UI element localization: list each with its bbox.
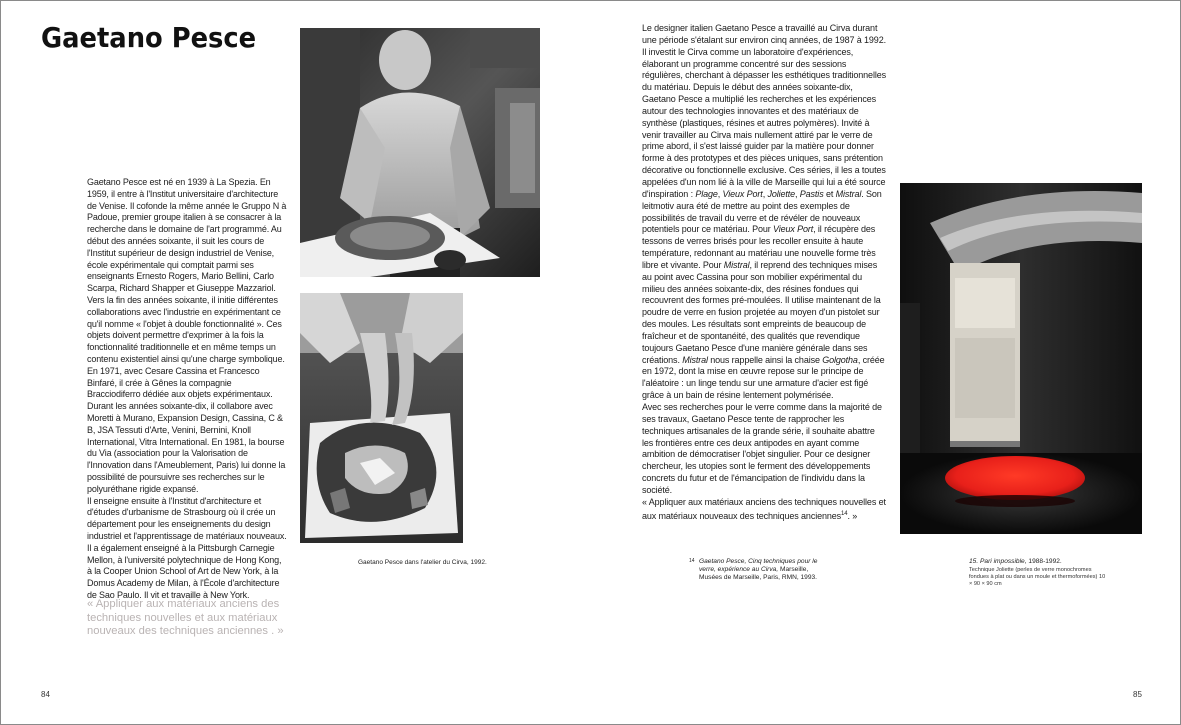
page-title: Gaetano Pesce (41, 21, 257, 54)
bio-paragraph-2: Vers la fin des années soixante, il initie différentes collaborations avec l'industrie en expérimentant ce qu'il nomme « l'objet à double fonctionnalité ». Ces objets doivent permettre d'exprimer à la fois la fonctionnalité traditionnelle et en même temps un contenu existentiel ainsi qu'une charge symbolique. En 1971, avec Cesare Cassina et Francesco Binfaré, il crée à Gênes la compagnie Bracciodiferro dédiée aux objets expérimentaux. Durant les années soixante-dix, il collabore avec Moretti à Murano, Expansion Design, Cassina, C & B, JSA Tessuti d'Arte, Venini, Bernini, Knoll International, Vitra International. En 1981, la bourse du Via (association pour la Valorisation de l'Innovation dans l'Ameublement, Paris) lui donne la possibilité de poursuivre ses recherches sur le polyuréthane rigide expansé. (87, 294, 286, 494)
page-number-left: 84 (41, 690, 50, 699)
essay-paragraph-3: « Appliquer aux matériaux anciens des techniques nouvelles et aux matériaux nouveaux des techniques anciennes$^{14}$. » (642, 496, 886, 521)
footnote-14 (689, 558, 829, 583)
essay-paragraph-2: Avec ses recherches pour le verre comme dans la majorité de ses travaux, Gaetano Pesce tente de rapprocher les techniques artisanales de la grande série, il souhaite abattre les frontières entre ces deux antipodes en ayant comme ambition de démocratiser l'objet singulier. Pour ce designer chercheur, les utopies sont le ferment des développements concrets du futur et de l'émancipation de l'individu dans la société. (642, 402, 882, 495)
artwork-caption (969, 558, 1109, 588)
essay-paragraph-1: Le designer italien Gaetano Pesce a travaillé au Cirva durant une période s'étalant sur environ cinq années, de 1987 à 1992. Il investit le Cirva comme un laboratoire d'expériences, élaborant un programme concentré sur des sessions régulières, cherchant à dépasser les esthétiques traditionnelles du matériau. Depuis le début des années soixante-dix, Gaetano Pesce a multiplié les recherches et les expériences autour des technologies innovantes et des matériaux de synthèse (plastiques, résines et autres polymères). Invité à venir travailler au Cirva mais nullement attiré par le verre de prime abord, il s'est laissé guider par la matière pour donner forme à des prototypes et des pièces uniques, sans prétention décorative ou fonctionnelle exclusive. Ces séries, il les a toutes appelées d'un nom lié à la ville de Marseille qui lui a été source d'inspiration : Plage, Vieux Port, Joliette, Pastis et Mistral. Son leitmotiv aura été de mettre au point des exemples de possibilités de travail du verre et de révéler de nouveaux potentiels pour ce matériau. Pour Vieux Port, il récupère des tessons de verres brisés pour les recoller ensuite à haute température, redonnant au matériau une nouvelle forme très libre et vivante. Pour Mistral, il reprend des techniques mises au point avec Cassina pour son mobilier expérimental du milieu des années soixante-dix, des résines fondues qui recouvrent des formes pré-moulées. Il utilise maintenant de la poudre de verre en fusion projetée au moyen d'un pistolet sur des moules. Les résultats sont empreints de beaucoup de fraîcheur et de spontanéité, des qualités que revendique toujours Gaetano Pesce d'une manière générale dans ses créations. Mistral nous rappelle ainsi la chaise Golgotha, créée en 1972, dont la mise en œuvre repose sur le principe de l'aléatoire : un linge tendu sur une armature d'acier est figé grâce à un bain de résine lentement polymérisée. (642, 23, 886, 401)
photo-caption: Gaetano Pesce dans l'atelier du Cirva, 1992. (358, 559, 487, 566)
photo-hands-glass-shards (300, 293, 463, 543)
page-number-right: 85 (1133, 690, 1142, 699)
artwork-details: Technique Joliette (perles de verre monochromes fondues à plat ou dans un moule et thermoformées) 10 × 90 × 90 cm (969, 567, 1106, 587)
essay-text (642, 23, 886, 522)
footnote-marker: 14 (689, 558, 695, 564)
bio-paragraph-1: Gaetano Pesce est né en 1939 à La Spezia. En 1959, il entre à l'Institut universitaire d'architecture de Venise. Il cofonde la même année le Gruppo N à Padoue, premier groupe italien à se consacrer à la recherche dans le domaine de l'art programmé. Au début des années soixante, il suit les cours de l'Institut supérieur de design industriel de Venise, école expérimentale qui comptait parmi ses enseignants Ernesto Rogers, Mario Bellini, Carlo Scarpa, Richard Shapper et Giuseppe Mazzariol. (87, 177, 287, 294)
pull-quote: « Appliquer aux matériaux anciens des techniques nouvelles et aux matériaux nouveaux des techniques anciennes . » (87, 598, 284, 638)
photo-pari-impossible (900, 183, 1142, 534)
footnote-publisher: Marseille, Musées de Marseille, Paris, RMN, 1993. (699, 566, 817, 582)
artwork-date: , 1988-1992. (1024, 558, 1062, 565)
artwork-number: 15. (969, 558, 979, 565)
bio-paragraph-3: Il enseigne ensuite à l'Institut d'architecture et d'études d'urbanisme de Strasbourg où il crée un département pour les enseignements du design industriel et l'apprentissage de matériaux nouveaux. Il a également enseigné à la Pittsburgh Carnegie Mellon, à l'université polytechnique de Hong Kong, à la Cooper Union School of Art de New York, à la Domus Academy de Milan, à l'École d'architecture de Sao Paulo. Il vit et travaille à New York. (87, 495, 287, 600)
biography-text (87, 177, 287, 602)
footnote-title: Gaetano Pesce, Cinq techniques pour le verre, expérience au Cirva, (699, 558, 818, 574)
artwork-title: Pari impossible (980, 558, 1025, 565)
photo-pesce-at-workbench (300, 28, 540, 277)
